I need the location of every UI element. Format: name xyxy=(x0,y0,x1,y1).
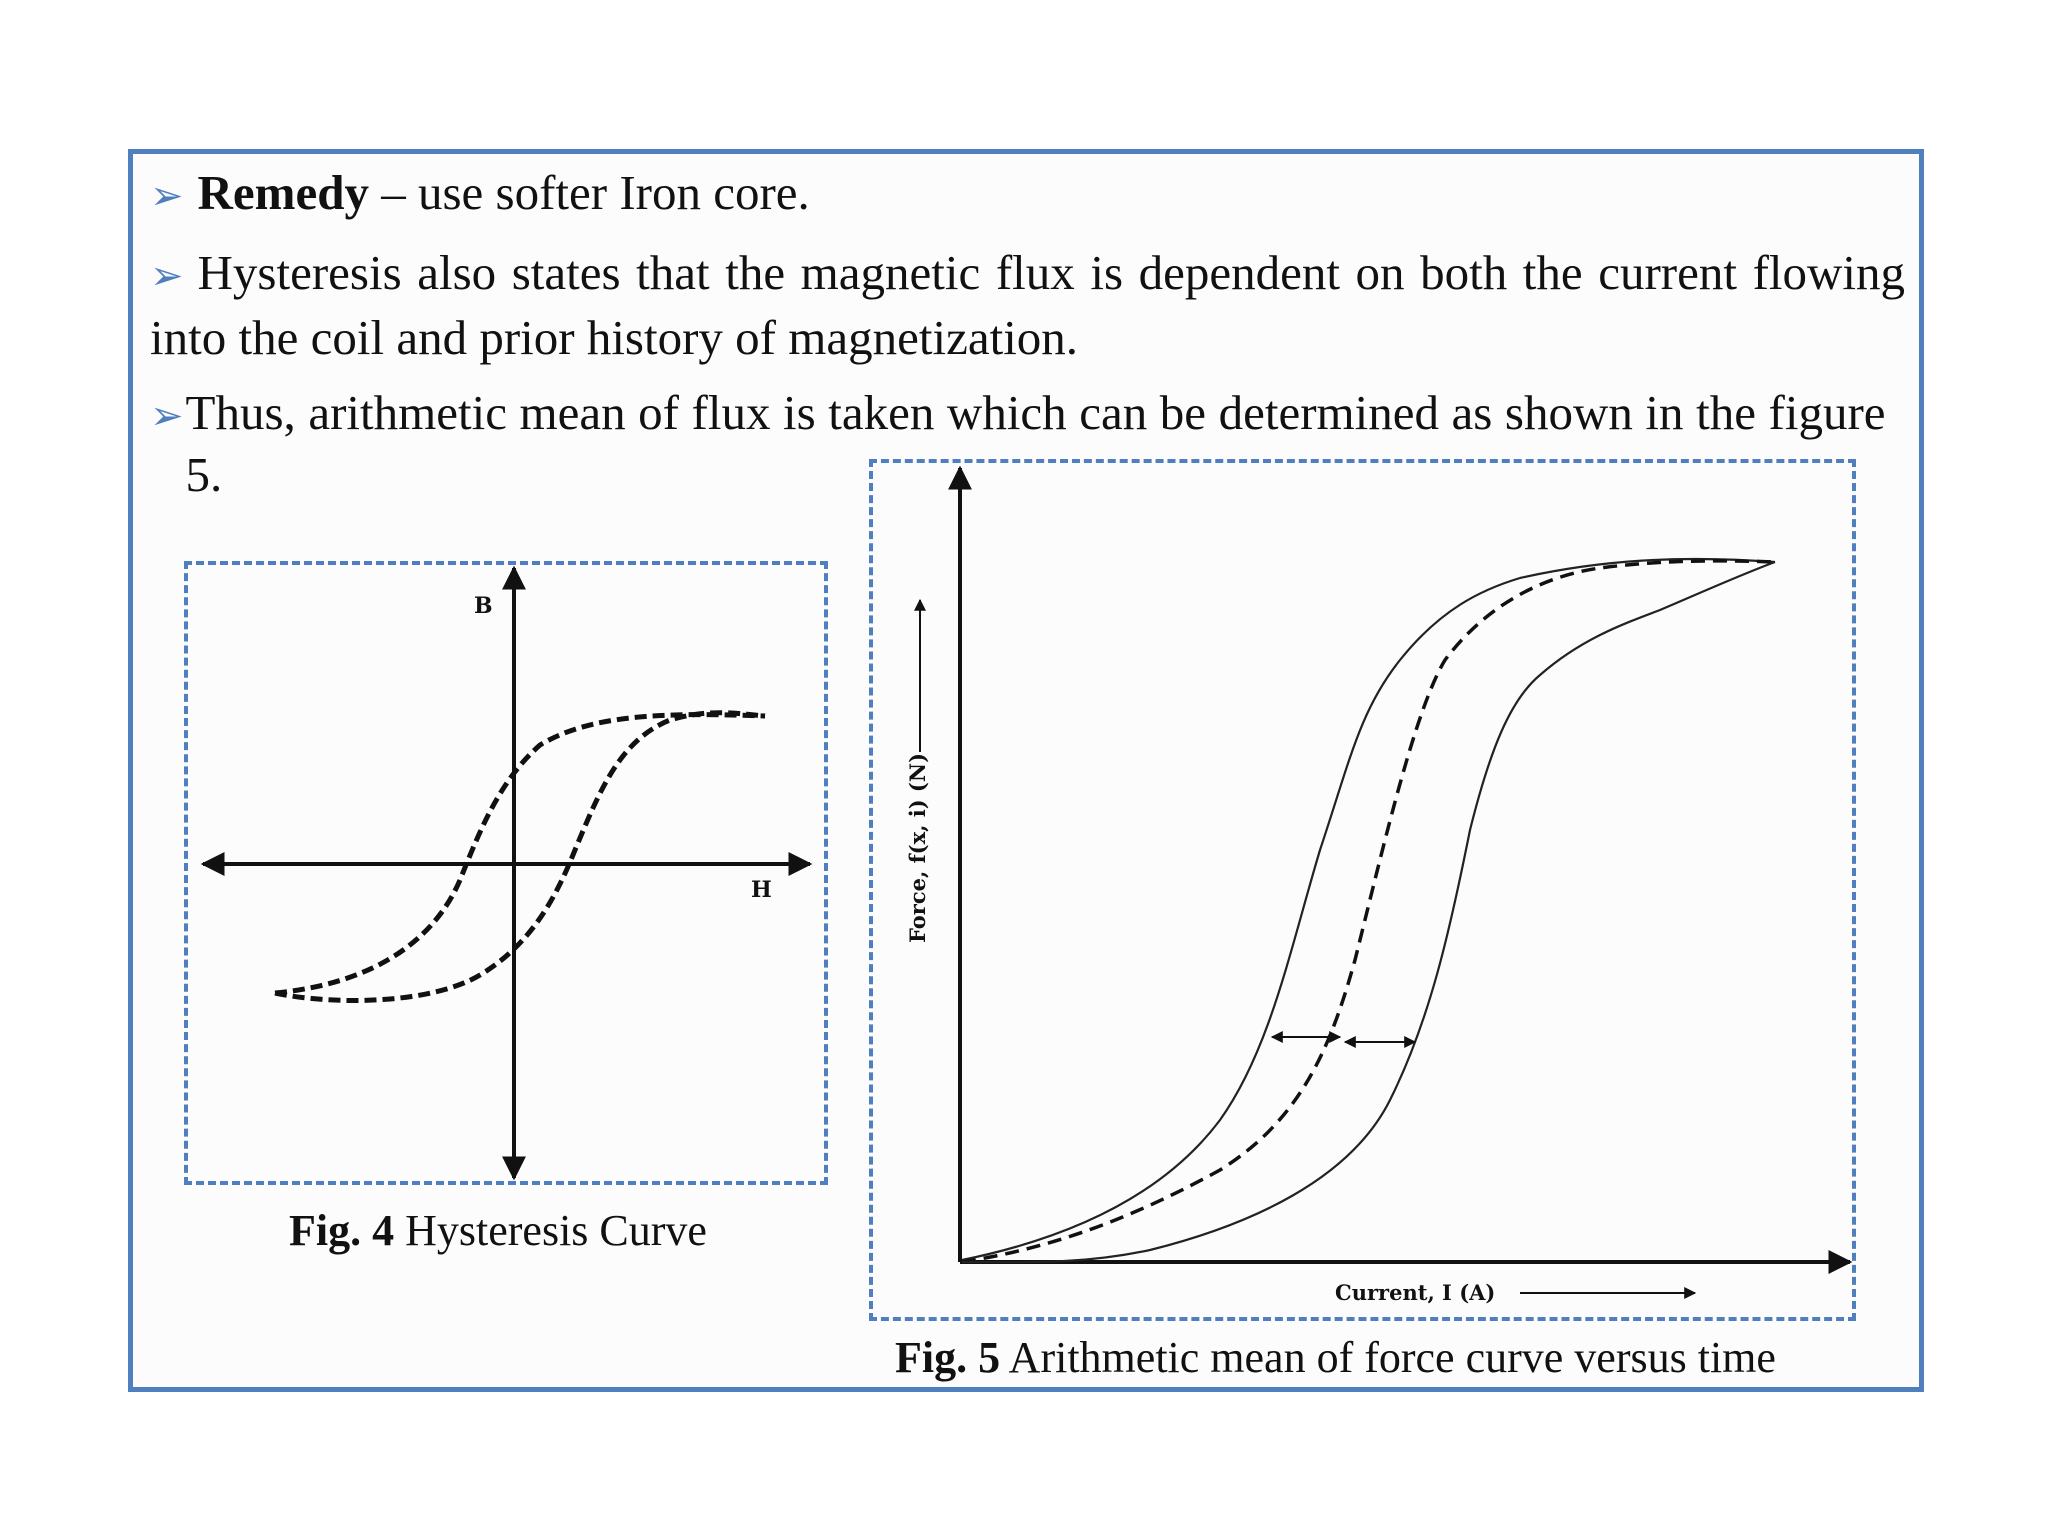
fig4-upper-branch xyxy=(275,715,765,993)
fig5-caption xyxy=(895,1332,1776,1383)
arrow-bullet-icon: ➢ xyxy=(150,173,184,219)
fig5-caption-number: Fig. 5 xyxy=(895,1333,1001,1382)
hysteresis-text: Hysteresis also states that the magnetic flux is dependent on both the current flowing into the coil and prior history of magnetization. xyxy=(150,245,1905,365)
fig5-xlabel: Current, I (A) xyxy=(1335,1280,1496,1305)
fig5-ylabel: Force, f(x, i) (N) xyxy=(905,752,930,943)
fig4-lower-branch xyxy=(275,713,765,1001)
arrow-bullet-icon: ➢ xyxy=(150,253,184,299)
fig5-axes xyxy=(960,468,1850,1262)
fig4-h-label: H xyxy=(751,877,772,903)
fig4-b-label: B xyxy=(474,593,493,619)
arrow-bullet-icon: ➢ xyxy=(150,393,184,439)
fig4-caption-number: Fig. 4 xyxy=(289,1206,395,1255)
arithmetic-mean-text: Thus, arithmetic mean of flux is taken which can be determined as shown in the figure 5. xyxy=(185,385,1886,502)
fig5-mean-curve xyxy=(962,561,1775,1262)
remedy-label: Remedy xyxy=(197,165,369,220)
remedy-text: – use softer Iron core. xyxy=(368,165,810,220)
fig4-caption xyxy=(289,1205,707,1256)
fig5-caption-text: Arithmetic mean of force curve versus time xyxy=(1000,1333,1776,1382)
fig4-axes xyxy=(203,568,810,1178)
fig4-caption-text: Hysteresis Curve xyxy=(394,1206,707,1255)
